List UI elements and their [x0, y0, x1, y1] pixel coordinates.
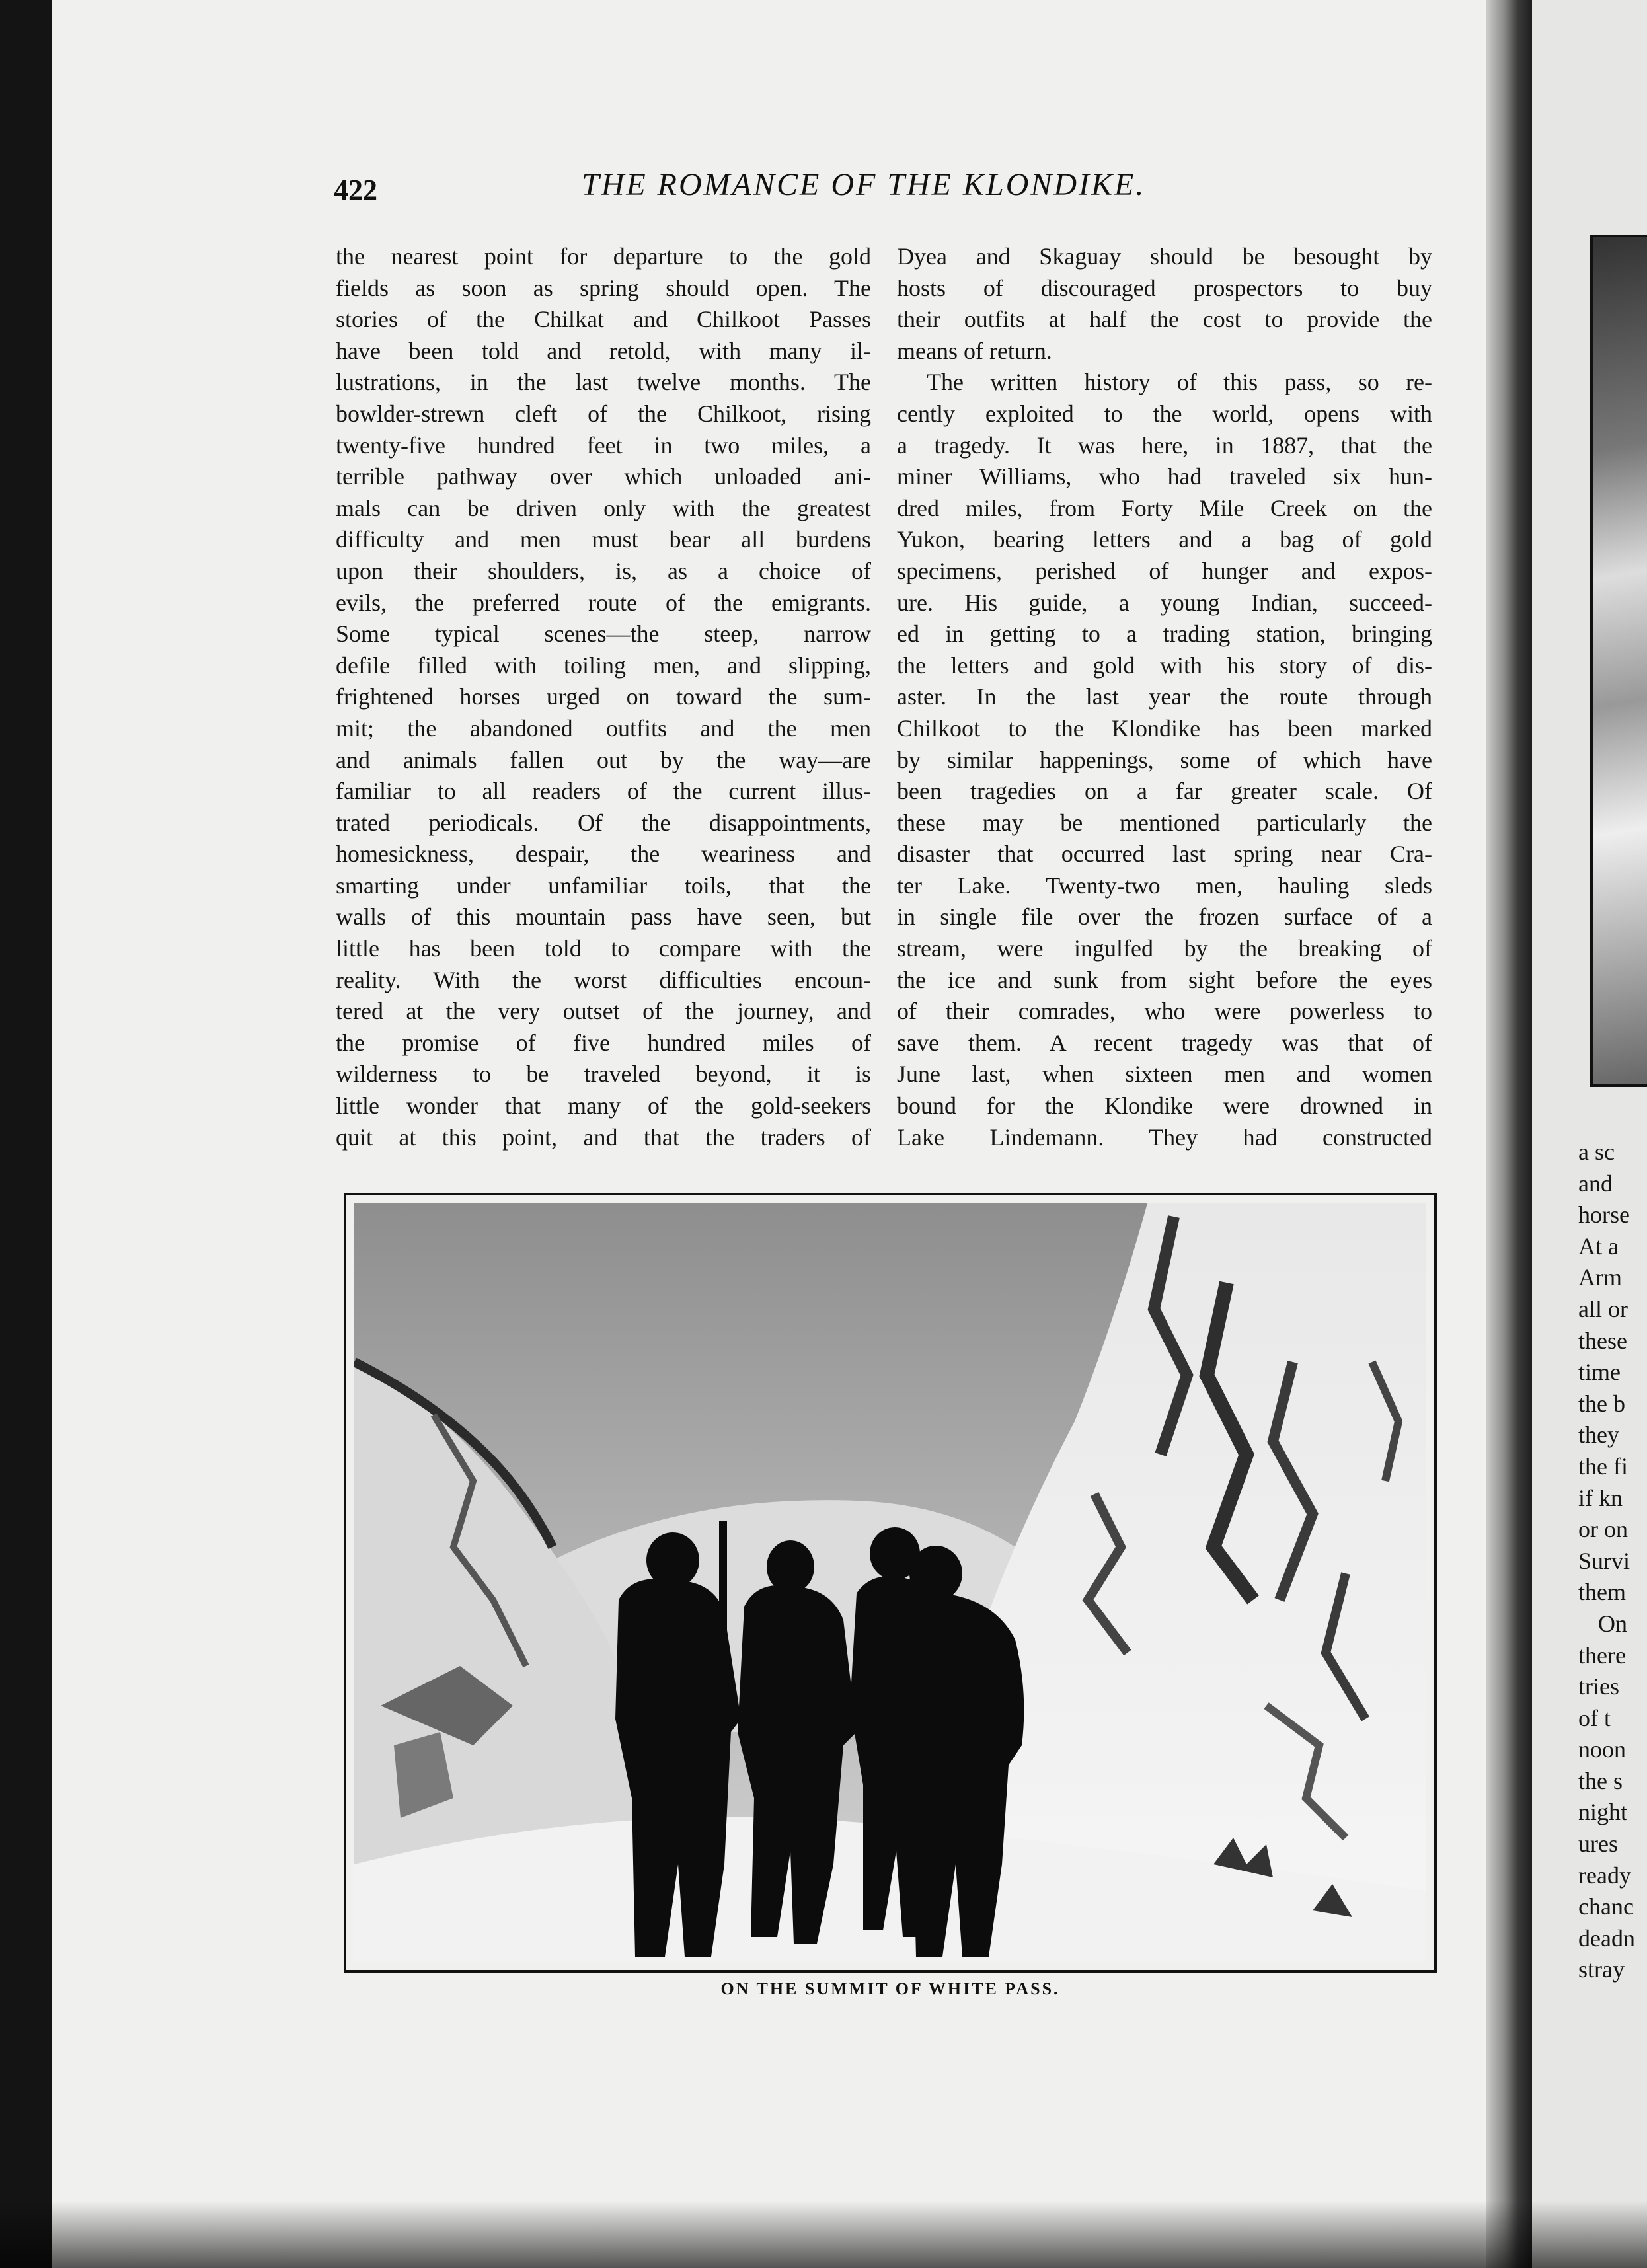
text-line: quit at this point, and that the traders of	[336, 1123, 871, 1151]
text-line: the letters and gold with his story of dis-	[897, 652, 1432, 679]
text-line: terrible pathway over which unloaded ani-	[336, 463, 871, 490]
book-gutter-shadow	[1486, 0, 1532, 2268]
text-line: little wonder that many of the gold-seekers	[336, 1092, 871, 1119]
text-line: Some typical scenes—the steep, narrow	[336, 621, 871, 648]
adjacent-text-fragment: and	[1578, 1170, 1613, 1197]
running-head: THE ROMANCE OF THE KLONDIKE.	[582, 167, 1146, 202]
text-line: have been told and retold, with many il-	[336, 337, 871, 364]
text-line: ter Lake. Twenty-two men, hauling sleds	[897, 872, 1432, 899]
adjacent-text-fragment: a sc	[1578, 1139, 1615, 1165]
adjacent-text-fragment: time	[1578, 1359, 1621, 1386]
text-line: stream, were ingulfed by the breaking of	[897, 935, 1432, 962]
text-line: The written history of this pass, so re-	[927, 369, 1432, 396]
text-line: familiar to all readers of the current illus-	[336, 778, 871, 805]
book-binding-edge	[0, 0, 52, 2268]
text-line: disaster that occurred last spring near Cra-	[897, 841, 1432, 868]
adjacent-page-photo	[1590, 235, 1647, 1087]
text-line: upon their shoulders, is, as a choice of	[336, 557, 871, 584]
adjacent-text-fragment: if kn	[1578, 1484, 1623, 1511]
photo-white-pass	[344, 1193, 1437, 1973]
text-line: hosts of discouraged prospectors to buy	[897, 274, 1432, 301]
text-line: frightened horses urged on toward the sum-	[336, 683, 871, 710]
scan-shadow	[0, 2201, 1647, 2268]
adjacent-text-fragment: tries	[1578, 1673, 1619, 1700]
adjacent-page	[1532, 0, 1647, 2268]
text-line: aster. In the last year the route through	[897, 683, 1432, 710]
adjacent-text-fragment: noon	[1578, 1736, 1626, 1763]
text-line: evils, the preferred route of the emigrants.	[336, 589, 871, 616]
text-line: their outfits at half the cost to provide the	[897, 306, 1432, 333]
text-line: wilderness to be traveled beyond, it is	[336, 1061, 871, 1088]
adjacent-text-fragment: Arm	[1578, 1264, 1622, 1291]
adjacent-text-fragment: all or	[1578, 1295, 1628, 1322]
text-line: little has been told to compare with the	[336, 935, 871, 962]
text-line: save them. A recent tragedy was that of	[897, 1029, 1432, 1056]
text-line: these may be mentioned particularly the	[897, 809, 1432, 836]
text-line: Yukon, bearing letters and a bag of gold	[897, 526, 1432, 553]
text-line: by similar happenings, some of which have	[897, 746, 1432, 773]
adjacent-text-fragment: there	[1578, 1642, 1626, 1669]
text-line: ed in getting to a trading station, bringing	[897, 621, 1432, 648]
adjacent-text-fragment: them	[1578, 1579, 1626, 1606]
adjacent-text-fragment: the fi	[1578, 1453, 1628, 1480]
left-text-column	[336, 241, 871, 1166]
page-number: 422	[334, 174, 377, 206]
text-line: Chilkoot to the Klondike has been marked	[897, 714, 1432, 741]
adjacent-text-fragment: chanc	[1578, 1893, 1634, 1920]
text-line: trated periodicals. Of the disappointments,	[336, 809, 871, 836]
text-line: walls of this mountain pass have seen, but	[336, 903, 871, 930]
adjacent-text-fragment: ures	[1578, 1831, 1618, 1858]
adjacent-text-fragment: At a	[1578, 1232, 1619, 1260]
adjacent-text-fragment: these	[1578, 1327, 1627, 1354]
adjacent-text-fragment: horse	[1578, 1201, 1630, 1228]
text-line: specimens, perished of hunger and expos-	[897, 557, 1432, 584]
text-line: homesickness, despair, the weariness and	[336, 841, 871, 868]
text-line: twenty-five hundred feet in two miles, a	[336, 432, 871, 459]
adjacent-text-fragment: On	[1598, 1610, 1627, 1637]
text-line: dred miles, from Forty Mile Creek on the	[897, 494, 1432, 521]
text-line: mals can be driven only with the greatest	[336, 494, 871, 521]
adjacent-text-fragment: of t	[1578, 1704, 1611, 1731]
text-line: Lake Lindemann. They had constructed	[897, 1123, 1432, 1151]
text-line: means of return.	[897, 337, 1052, 364]
text-line: the nearest point for departure to the gold	[336, 243, 871, 270]
text-line: cently exploited to the world, opens with	[897, 400, 1432, 427]
adjacent-text-fragment: ready	[1578, 1862, 1631, 1889]
text-line: mit; the abandoned outfits and the men	[336, 714, 871, 741]
text-line: bound for the Klondike were drowned in	[897, 1092, 1432, 1119]
adjacent-text-fragment: they	[1578, 1421, 1619, 1449]
adjacent-text-fragment: night	[1578, 1799, 1628, 1826]
text-line: bowlder-strewn cleft of the Chilkoot, rising	[336, 400, 871, 427]
text-line: ure. His guide, a young Indian, succeed-	[897, 589, 1432, 616]
text-line: defile filled with toiling men, and slipping,	[336, 652, 871, 679]
adjacent-text-fragment: stray	[1578, 1956, 1625, 1983]
photo-illustration	[354, 1203, 1426, 1962]
text-line: lustrations, in the last twelve months. The	[336, 369, 871, 396]
adjacent-page-text	[1578, 1137, 1647, 1986]
text-line: a tragedy. It was here, in 1887, that the	[897, 432, 1432, 459]
text-line: June last, when sixteen men and women	[897, 1061, 1432, 1088]
text-line: and animals fallen out by the way—are	[336, 746, 871, 773]
text-line: in single file over the frozen surface of a	[897, 903, 1432, 930]
adjacent-text-fragment: or on	[1578, 1516, 1628, 1543]
text-line: Dyea and Skaguay should be besought by	[897, 243, 1432, 270]
adjacent-text-fragment: Survi	[1578, 1547, 1630, 1574]
text-line: the promise of five hundred miles of	[336, 1029, 871, 1056]
text-line: tered at the very outset of the journey, and	[336, 998, 871, 1025]
right-text-column	[897, 241, 1432, 1166]
text-line: the ice and sunk from sight before the eyes	[897, 966, 1432, 993]
text-line: reality. With the worst difficulties encoun-	[336, 966, 871, 993]
text-line: of their comrades, who were powerless to	[897, 998, 1432, 1025]
text-line: difficulty and men must bear all burdens	[336, 526, 871, 553]
text-line: miner Williams, who had traveled six hun-	[897, 463, 1432, 490]
adjacent-text-fragment: deadn	[1578, 1924, 1635, 1951]
adjacent-text-fragment: the b	[1578, 1390, 1625, 1417]
text-line: been tragedies on a far greater scale. Of	[897, 778, 1432, 805]
text-line: smarting under unfamiliar toils, that the	[336, 872, 871, 899]
text-line: stories of the Chilkat and Chilkoot Passes	[336, 306, 871, 333]
figure-caption: ON THE SUMMIT OF WHITE PASS.	[720, 1979, 1060, 1998]
text-line: fields as soon as spring should open. The	[336, 274, 871, 301]
adjacent-text-fragment: the s	[1578, 1767, 1623, 1794]
